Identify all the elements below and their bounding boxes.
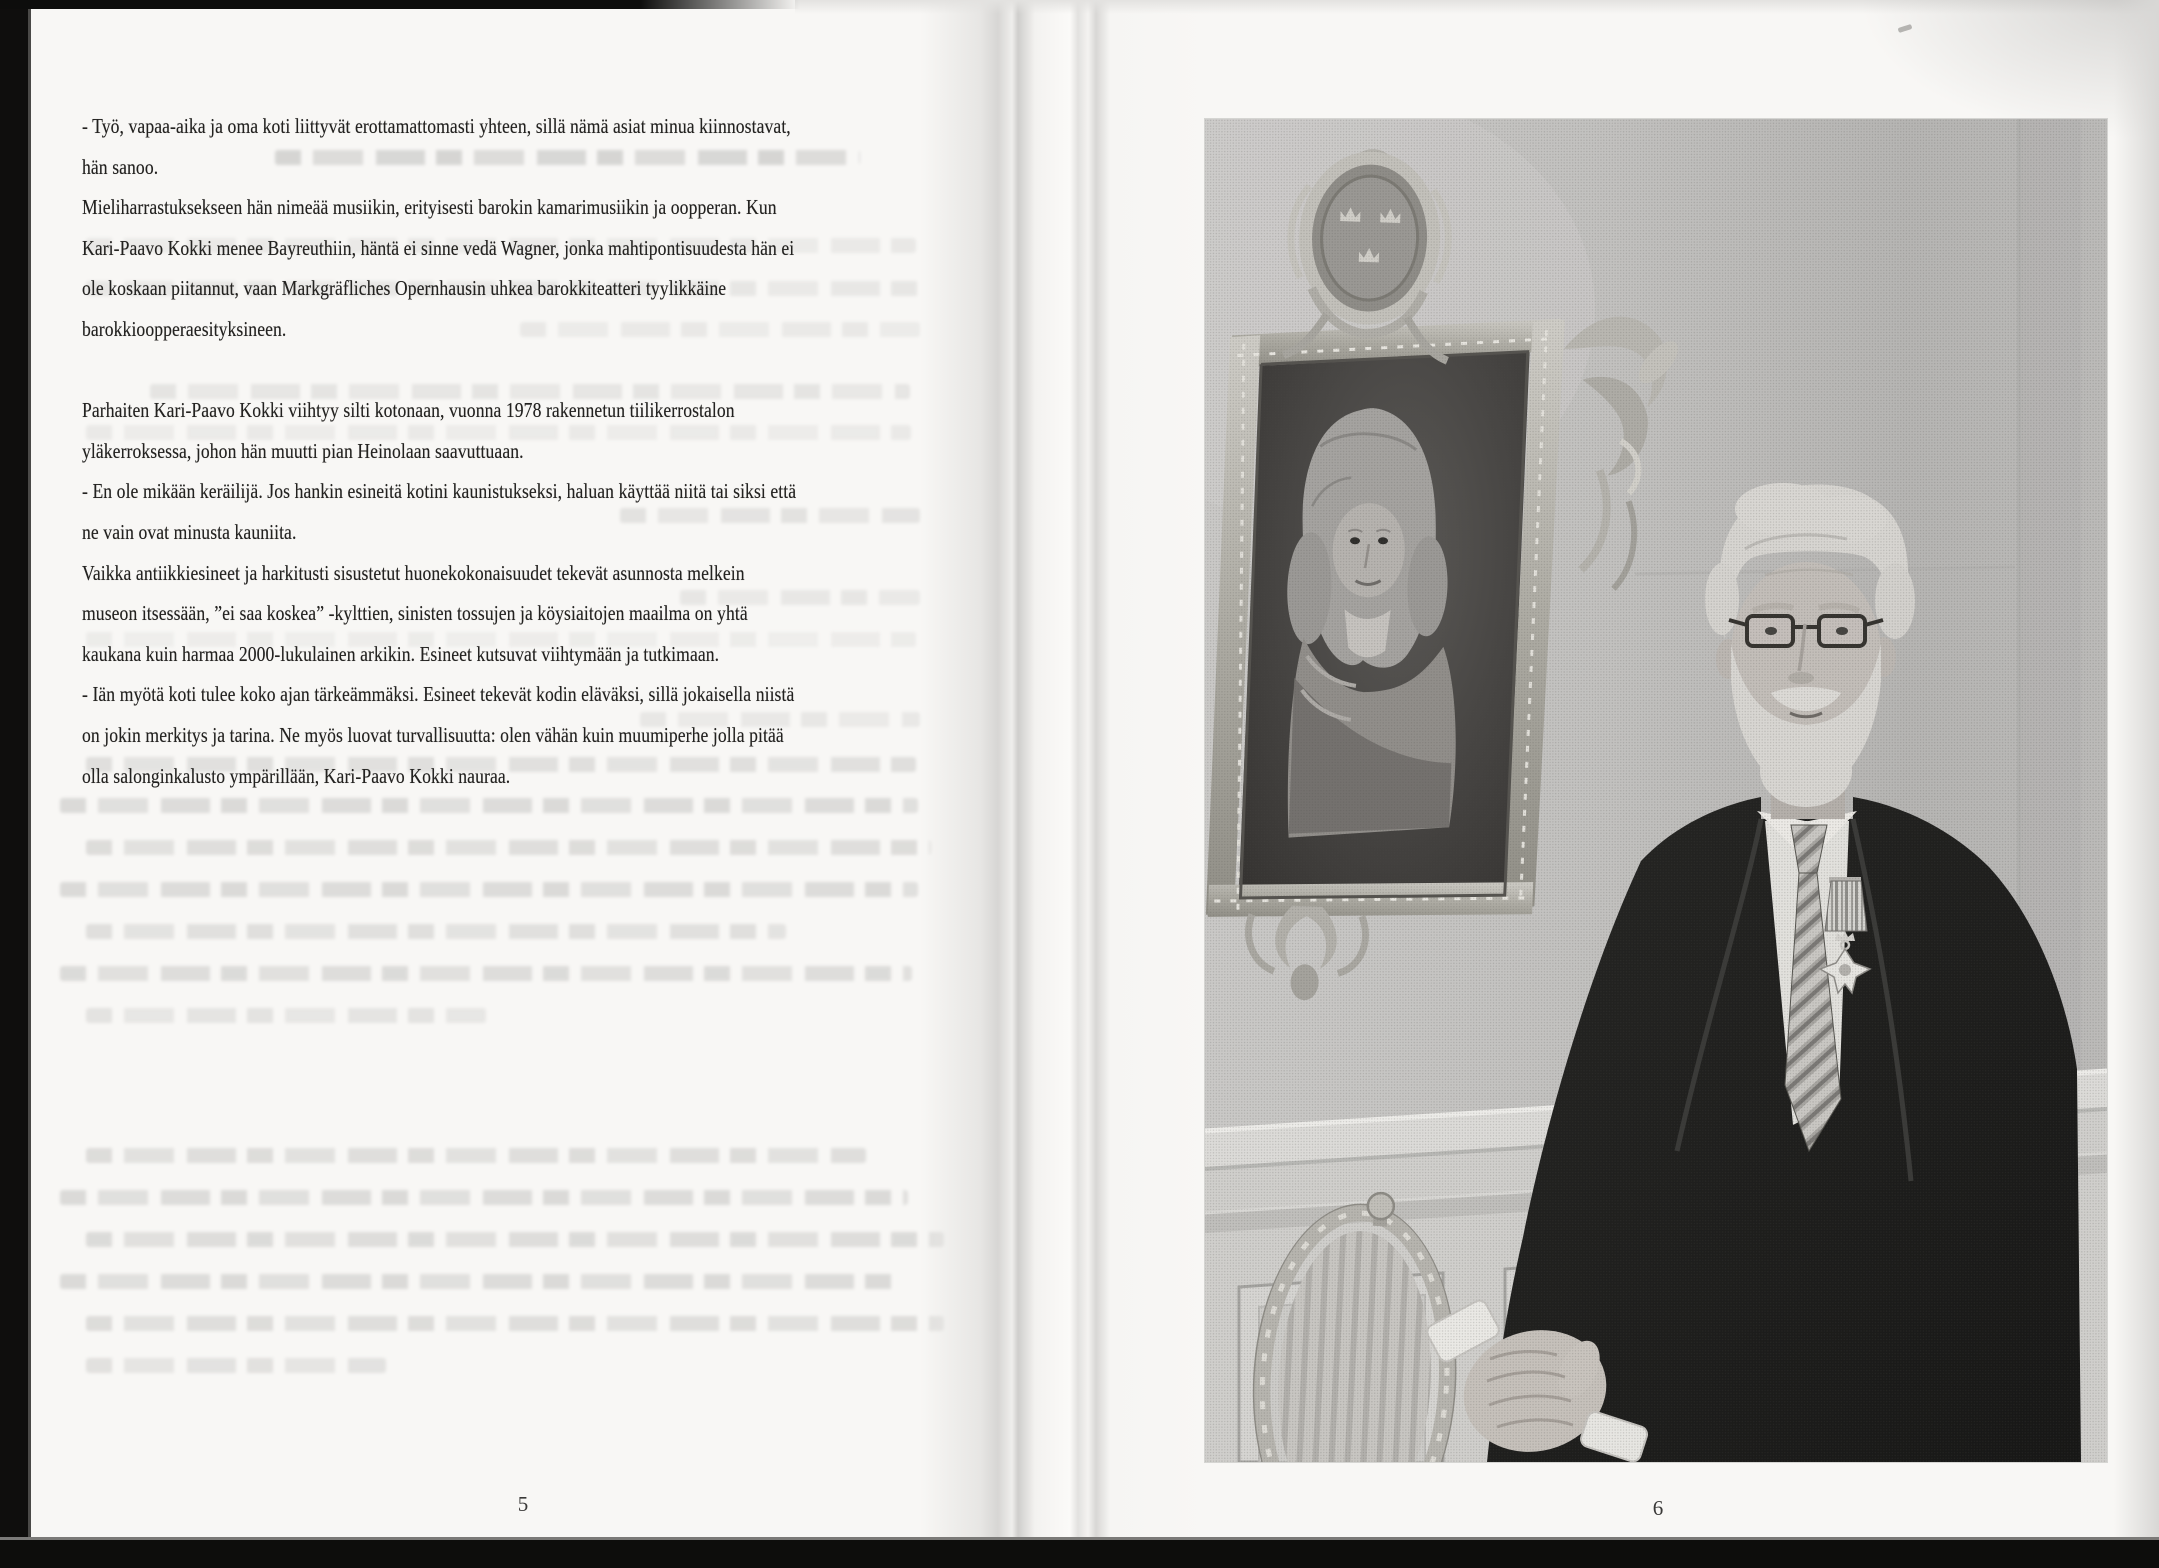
book-gutter-fold — [920, 0, 1210, 1568]
text-line: on jokin merkitys ja tarina. Ne myös luovat turvallisuutta: olen vähän kuin muumiperhe jolla pitää — [82, 722, 784, 747]
page-right-edge-shading — [2114, 0, 2159, 1568]
body-text — [82, 106, 953, 796]
text-line: yläkerroksessa, johon hän muutti pian Heinolaan saavuttuaan. — [82, 438, 524, 463]
ghost-text-line — [86, 1232, 944, 1247]
scanner-edge-bottom — [0, 1537, 2159, 1568]
text-line: olla salonginkalusto ympärillään, Kari-Paavo Kokki nauraa. — [82, 763, 511, 788]
ghost-text-line — [60, 1190, 908, 1205]
text-line: ne vain ovat minusta kauniita. — [82, 519, 297, 544]
page-number-right: 6 — [1652, 1496, 1664, 1520]
text-line — [82, 350, 796, 391]
ghost-text-line — [60, 882, 918, 897]
text-line: hän sanoo. — [82, 154, 159, 179]
ghost-text-line — [86, 924, 786, 939]
ghost-text-line — [60, 798, 918, 813]
text-line: museon itsessään, ”ei saa koskea” -kylttien, sinisten tossujen ja köysiaitojen maailma on yhtä — [82, 601, 748, 626]
photograph — [1205, 119, 2107, 1462]
text-line: kaukana kuin harmaa 2000-lukulainen arkikin. Esineet kutsuvat viihtymään ja tutkimaan. — [82, 641, 720, 666]
ghost-text-line — [60, 966, 912, 981]
ghost-text-line — [86, 840, 931, 855]
ghost-text-line — [86, 1316, 944, 1331]
text-line: - En ole mikään keräilijä. Jos hankin esineitä kotini kaunistukseksi, haluan käyttää niitä tai siksi että — [82, 479, 797, 504]
ghost-text-line — [86, 1008, 486, 1023]
text-line: - Iän myötä koti tulee koko ajan tärkeämmäksi. Esineet tekevät kodin eläväksi, sillä jokaisella niistä — [82, 682, 795, 707]
page-number-left: 5 — [517, 1492, 529, 1516]
halftone-texture — [1205, 119, 2107, 1462]
scanner-edge-left — [0, 0, 31, 1568]
text-line: - Työ, vapaa-aika ja oma koti liittyvät erottamattomasti yhteen, sillä nämä asiat minua kiinnostavat, — [82, 114, 791, 138]
text-line: Parhaiten Kari-Paavo Kokki viihtyy silti kotonaan, vuonna 1978 rakennetun tiilikerrostalon — [82, 398, 735, 423]
ghost-text-line — [60, 1274, 900, 1289]
text-line: ole koskaan piitannut, vaan Markgräfliches Opernhausin uhkea barokkiteatteri tyylikkäine — [82, 276, 727, 301]
ghost-text-line — [86, 1148, 866, 1163]
text-line: Mieliharrastuksekseen hän nimeää musiikin, erityisesti barokin kamarimusiikin ja oopperan. Kun — [82, 195, 777, 220]
text-line: barokkioopperaesityksineen. — [82, 316, 287, 341]
text-line: Vaikka antiikkiesineet ja harkitusti sisustetut huonekokonaisuudet tekevät asunnosta melkein — [82, 560, 745, 585]
ghost-text-line — [86, 1358, 386, 1373]
scanner-edge-top — [0, 0, 800, 9]
text-line: Kari-Paavo Kokki menee Bayreuthiin, häntä ei sinne vedä Wagner, jonka mahtipontisuudesta hän ei — [82, 235, 795, 260]
